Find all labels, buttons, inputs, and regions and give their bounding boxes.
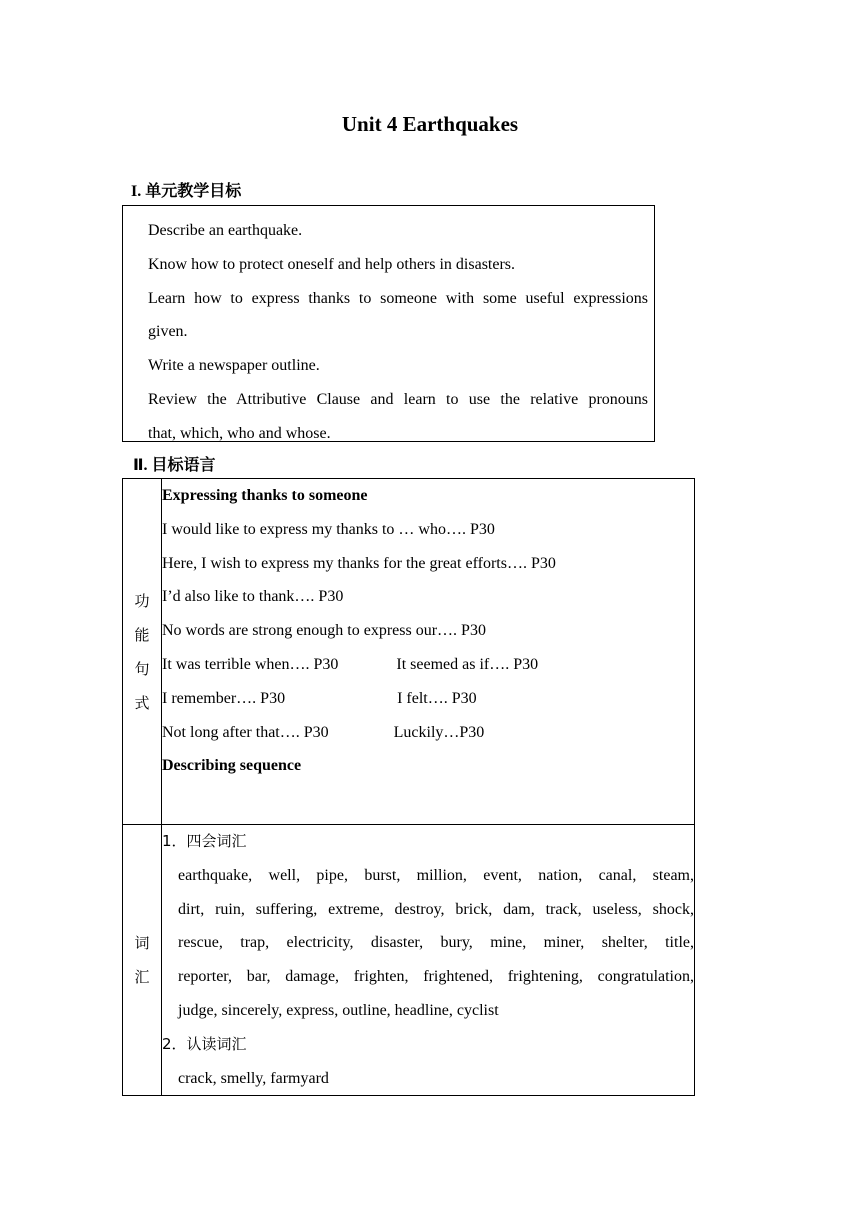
expression-line: No words are strong enough to express our…. P30 — [162, 622, 486, 640]
goal-line: Write a newspaper outline. — [148, 357, 320, 375]
functional-heading: Expressing thanks to someone — [162, 487, 368, 504]
expression-pair — [162, 682, 694, 716]
goal-line: that, which, who and whose. — [148, 424, 331, 442]
expression-line: I would like to express my thanks to … who…. P30 — [162, 520, 495, 538]
target-language-table — [122, 478, 695, 1096]
vocab-line: crack, smelly, farmyard — [178, 1069, 329, 1087]
goals-box — [122, 205, 655, 442]
vocab-line: dirt, ruin, suffering, extreme, destroy, brick, dam, track, useless, shock, — [178, 900, 694, 918]
vocab-line: earthquake, well, pipe, burst, million, event, nation, canal, steam, — [178, 866, 694, 884]
page-title: Unit 4 Earthquakes — [341, 112, 519, 136]
expression-right: I felt…. P30 — [397, 689, 477, 707]
vocab-subheading: 1．四会词汇 — [162, 832, 247, 850]
functional-label — [123, 479, 162, 825]
goal-line: Review the Attributive Clause and learn to use the relative pronouns — [148, 390, 648, 408]
expression-pair — [162, 716, 694, 750]
goal-line: Describe an earthquake. — [148, 222, 303, 239]
expression-left: Not long after that…. P30 — [162, 723, 329, 741]
expression-line: Here, I wish to express my thanks for the great efforts…. P30 — [162, 554, 556, 572]
label-char: 句 — [134, 659, 150, 678]
expression-left: I remember…. P30 — [162, 689, 286, 707]
vocab-line: rescue, trap, electricity, disaster, bury, mine, miner, shelter, title, — [178, 934, 694, 952]
goal-line: Learn how to express thanks to someone with some useful expressions — [148, 289, 648, 307]
vocab-line: reporter, bar, damage, frighten, frightened, frightening, congratulation, — [178, 968, 694, 986]
vocabulary-label — [123, 825, 162, 1096]
label-char: 功 — [134, 591, 150, 610]
functional-content — [162, 479, 695, 825]
vocab-subheading: 2．认读词汇 — [162, 1034, 247, 1053]
functional-heading: Describing sequence — [162, 757, 302, 775]
label-char: 式 — [134, 693, 150, 712]
goal-line: Know how to protect oneself and help others in disasters. — [148, 255, 516, 273]
expression-right: Luckily…P30 — [393, 723, 485, 741]
vocab-line: judge, sincerely, express, outline, headline, cyclist — [178, 1001, 499, 1019]
section-heading-target-language: Ⅱ. 目标语言 — [133, 457, 216, 474]
label-char: 能 — [134, 625, 150, 644]
expression-left: It was terrible when…. P30 — [162, 655, 339, 673]
label-char: 词 — [134, 934, 150, 953]
goal-line: given. — [148, 323, 188, 341]
expression-pair — [162, 648, 694, 682]
section-heading-goals: I. 单元教学目标 — [131, 183, 242, 200]
vocabulary-content — [162, 825, 695, 1096]
expression-line: I’d also like to thank…. P30 — [162, 588, 344, 606]
expression-right: It seemed as if…. P30 — [396, 655, 539, 673]
label-char: 汇 — [134, 968, 150, 987]
